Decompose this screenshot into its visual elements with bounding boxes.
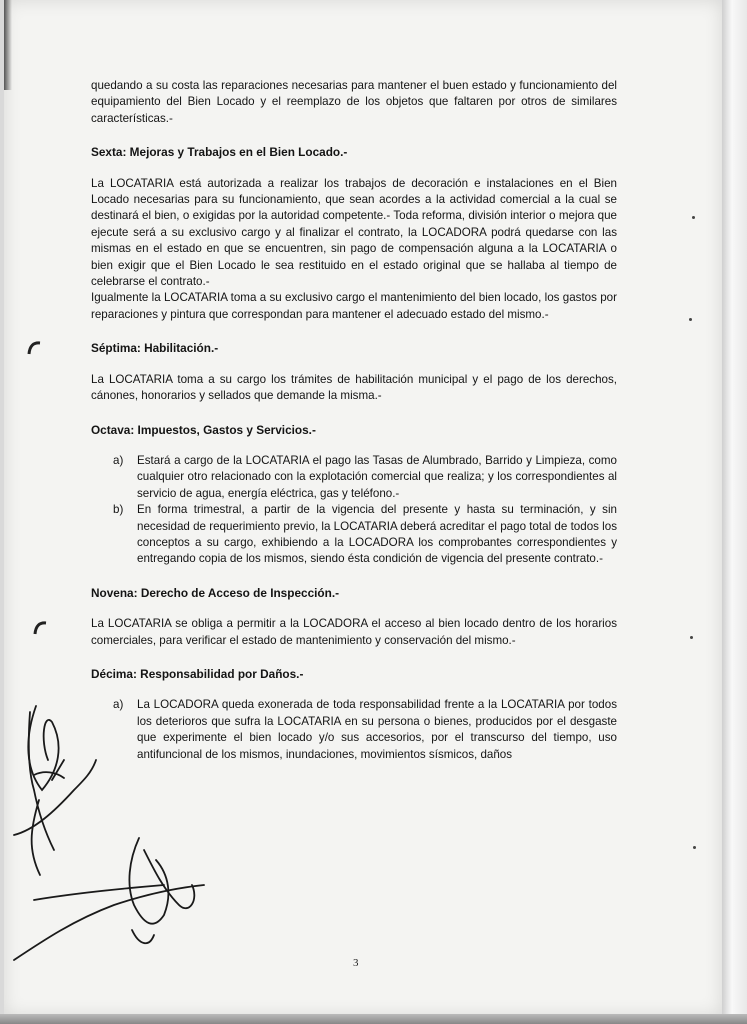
paragraph: La LOCATARIA se obliga a permitir a la LOCADORA el acceso al bien locado dentro de los horarios comerciales, para verificar el estado de mantenimiento y conservación del mismo.-: [91, 617, 617, 647]
punch-hole-mark: [32, 620, 50, 636]
scan-shadow: [4, 0, 12, 90]
page-number: 3: [353, 957, 359, 969]
list-marker: b): [113, 503, 124, 517]
document-page: [4, 0, 722, 1016]
list-item-text: En forma trimestral, a partir de la vigencia del presente y hasta su terminación, y sin necesidad de requerimiento previo, la LOCATARIA deberá acreditar el pago total de todos los conceptos a su cargo, exhibiendo a la LOCADORA los comprobantes correspondientes y entregando copia de los mismos, siendo ésta condición de vigencia del presente contrato.-: [137, 503, 617, 566]
paragraph: La LOCATARIA está autorizada a realizar los trabajos de decoración e instalaciones en el Bien Locado necesarias para su funcionamiento, que sean acordes a la actividad comercial a la cual se destinará el bien, o exigidas por la autoridad competente.- Toda reforma, división interior o mejora que ejecute será a su exclusivo cargo y al finalizar el contrato, la LOCADORA podrá quedarse con las mismas en el estado en que se encuentren, sin pago de compensación alguna a la LOCATARIA o bien exigir que el Bien Locado le sea restituido en el estado original que se hallaba al tiempo de celebrarse el contrato.-: [91, 176, 617, 289]
scan-speck: [689, 318, 692, 321]
scan-speck: [690, 636, 693, 639]
document-body: [91, 78, 617, 763]
list-item-text: Estará a cargo de la LOCATARIA el pago las Tasas de Alumbrado, Barrido y Limpieza, como cualquier otro relacionado con la explotación comercial que realiza; y los correspondientes al servicio de agua, energía eléctrica, gas y teléfono.-: [137, 453, 617, 500]
list-item-text: La LOCADORA queda exonerada de toda responsabilidad frente a la LOCATARIA por todos los deterioros que sufra la LOCATARIA en su persona o bienes, producidos por el desgaste que experimente el bien locado y/o sus accesorios, por el transcurso del tiempo, uso antifuncional de los mismos, inundaciones, movimientos sísmicos, daños: [137, 698, 617, 761]
list-marker: a): [113, 453, 124, 467]
paragraph: La LOCATARIA toma a su cargo los trámites de habilitación municipal y el pago de los derechos, cánones, honorarios y sellados que demande la misma.-: [91, 372, 617, 403]
section-heading-novena: Novena: Derecho de Acceso de Inspección.-: [91, 585, 340, 600]
scan-speck: [692, 216, 695, 219]
punch-hole-mark: [26, 340, 44, 356]
page-edge: [0, 1014, 747, 1024]
list-item: [113, 502, 617, 568]
section-heading-septima: Séptima: Habilitación.-: [91, 341, 219, 356]
intro-paragraph: quedando a su costa las reparaciones necesarias para mantener el buen estado y funcionamiento del equipamiento del Bien Locado y el reemplazo de los objetos que faltaren por otros de similares características.-: [91, 79, 617, 125]
scan-speck: [693, 846, 696, 849]
list-item: [113, 697, 617, 763]
section-heading-sexta: Sexta: Mejoras y Trabajos en el Bien Locado.-: [91, 145, 348, 160]
paragraph: Igualmente la LOCATARIA toma a su exclusivo cargo el mantenimiento del bien locado, los gastos por reparaciones y pintura que correspondan para mantener el adecuado estado del mismo.-: [91, 291, 617, 321]
section-heading-octava: Octava: Impuestos, Gastos y Servicios.-: [91, 422, 316, 437]
list-marker: a): [113, 698, 124, 712]
list-item: [113, 453, 617, 502]
page-edge: [722, 0, 747, 1024]
section-heading-decima: Décima: Responsabilidad por Daños.-: [91, 666, 304, 681]
